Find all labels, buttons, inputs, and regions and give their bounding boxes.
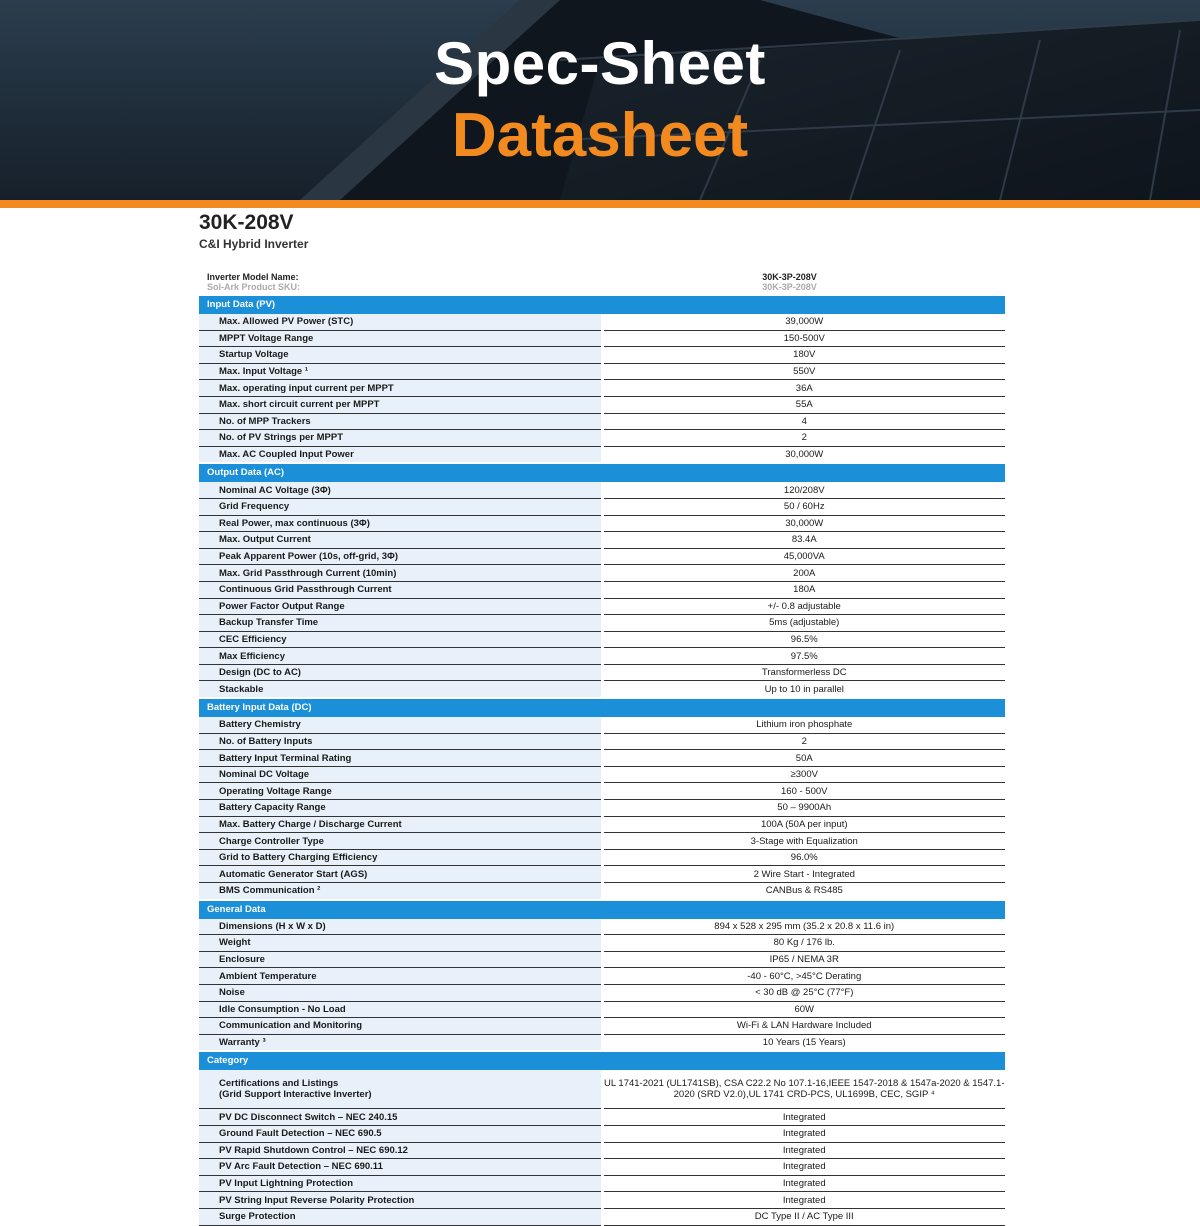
spec-label xyxy=(199,951,602,968)
spec-label xyxy=(199,581,602,598)
spec-row xyxy=(199,430,1005,447)
spec-label xyxy=(199,347,602,364)
spec-label-text-line2: (Grid Support Interactive Inverter) xyxy=(219,1089,372,1101)
spec-value-text: 2 xyxy=(801,432,807,444)
spec-label-text: Operating Voltage Range xyxy=(219,785,332,797)
spec-label-text: MPPT Voltage Range xyxy=(219,332,314,344)
spec-label xyxy=(199,446,602,463)
spec-row xyxy=(199,330,1005,347)
spec-value xyxy=(602,482,1005,498)
spec-label-text: Max. short circuit current per MPPT xyxy=(219,399,380,411)
spec-label-text: Continuous Grid Passthrough Current xyxy=(219,584,392,596)
spec-label-text: Peak Apparent Power (10s, off-grid, 3Φ) xyxy=(219,551,399,563)
spec-value-text: 96.0% xyxy=(790,852,818,864)
spec-table xyxy=(199,294,1005,1226)
spec-value xyxy=(602,1034,1005,1051)
spec-value xyxy=(602,648,1005,665)
spec-row xyxy=(199,1142,1005,1159)
spec-value-text: 2 Wire Start - Integrated xyxy=(753,868,855,880)
spec-label xyxy=(199,919,602,935)
spec-value xyxy=(602,919,1005,935)
spec-value-text: CANBus & RS485 xyxy=(765,885,843,897)
spec-value-text: ≥300V xyxy=(790,769,818,781)
spec-value xyxy=(602,968,1005,985)
spec-value-text: 55A xyxy=(795,399,813,411)
spec-label xyxy=(199,598,602,615)
spec-value xyxy=(602,1142,1005,1159)
datasheet xyxy=(199,210,1005,1226)
spec-row xyxy=(199,631,1005,648)
spec-value xyxy=(602,984,1005,1001)
spec-label-text: PV Arc Fault Detection – NEC 690.11 xyxy=(219,1161,383,1173)
spec-row xyxy=(199,783,1005,800)
spec-value xyxy=(602,833,1005,850)
spec-row xyxy=(199,482,1005,498)
spec-value-text: UL 1741-2021 (UL1741SB), CSA C22.2 No 107.1-16, xyxy=(603,1078,829,1090)
spec-label-text: Design (DC to AC) xyxy=(219,667,301,679)
spec-value xyxy=(602,1159,1005,1176)
spec-row xyxy=(199,919,1005,935)
banner-subtitle: Datasheet xyxy=(451,101,749,170)
spec-label-text: PV DC Disconnect Switch – NEC 240.15 xyxy=(219,1111,398,1123)
model-name-label: Inverter Model Name: xyxy=(207,272,299,282)
spec-row xyxy=(199,681,1005,698)
spec-value xyxy=(602,1109,1005,1126)
spec-row xyxy=(199,446,1005,463)
spec-row xyxy=(199,717,1005,733)
spec-label xyxy=(199,1109,602,1126)
spec-value xyxy=(602,816,1005,833)
spec-row xyxy=(199,984,1005,1001)
spec-value-text: Lithium iron phosphate xyxy=(756,719,853,731)
spec-value-text: 10 Years (15 Years) xyxy=(762,1037,846,1049)
spec-row xyxy=(199,1034,1005,1051)
spec-value-text: Integrated xyxy=(782,1111,826,1123)
spec-label-text: No. of PV Strings per MPPT xyxy=(219,432,344,444)
spec-label xyxy=(199,380,602,397)
spec-label xyxy=(199,717,602,733)
spec-value xyxy=(602,330,1005,347)
spec-value xyxy=(602,783,1005,800)
spec-label-text: Startup Voltage xyxy=(219,349,289,361)
spec-label xyxy=(199,681,602,698)
section-title: Output Data (AC) xyxy=(199,463,1005,482)
model-meta xyxy=(199,272,1005,294)
spec-label-text: Ground Fault Detection – NEC 690.5 xyxy=(219,1128,382,1140)
spec-value-text: Up to 10 in parallel xyxy=(764,683,844,695)
spec-label xyxy=(199,532,602,549)
spec-label-text: Nominal DC Voltage xyxy=(219,769,310,781)
spec-row xyxy=(199,1208,1005,1225)
spec-row xyxy=(199,833,1005,850)
spec-row xyxy=(199,849,1005,866)
spec-value xyxy=(602,581,1005,598)
spec-value xyxy=(602,750,1005,767)
spec-value xyxy=(602,430,1005,447)
spec-label xyxy=(199,1208,602,1225)
spec-label xyxy=(199,883,602,900)
spec-label xyxy=(199,866,602,883)
spec-row xyxy=(199,800,1005,817)
spec-label-text: Enclosure xyxy=(219,954,265,966)
spec-label-text: Real Power, max continuous (3Φ) xyxy=(219,517,370,529)
spec-label xyxy=(199,1070,602,1109)
spec-value xyxy=(602,1070,1005,1109)
spec-value-text: 39,000W xyxy=(785,316,824,328)
spec-label-text: No. of MPP Trackers xyxy=(219,415,311,427)
spec-value xyxy=(602,1001,1005,1018)
spec-row xyxy=(199,598,1005,615)
spec-label-text: PV Input Lightning Protection xyxy=(219,1178,354,1190)
spec-row xyxy=(199,664,1005,681)
spec-label-text: Grid to Battery Charging Efficiency xyxy=(219,852,378,864)
spec-value xyxy=(602,733,1005,750)
spec-label-text: Weight xyxy=(219,937,251,949)
spec-row xyxy=(199,532,1005,549)
spec-label xyxy=(199,548,602,565)
sku-label: Sol-Ark Product SKU: xyxy=(207,282,301,292)
spec-label-text: Stackable xyxy=(219,683,264,695)
spec-value-text: 60W xyxy=(794,1003,815,1015)
spec-value xyxy=(602,314,1005,330)
spec-label xyxy=(199,648,602,665)
spec-row xyxy=(199,1175,1005,1192)
banner-title: Spec-Sheet xyxy=(434,30,766,97)
spec-value xyxy=(602,532,1005,549)
spec-label xyxy=(199,968,602,985)
spec-row xyxy=(199,766,1005,783)
spec-label-text: Max. Output Current xyxy=(219,534,311,546)
spec-value-text: IP65 / NEMA 3R xyxy=(769,954,839,966)
spec-value xyxy=(602,681,1005,698)
spec-label-text: CEC Efficiency xyxy=(219,633,287,645)
spec-row xyxy=(199,515,1005,532)
spec-label xyxy=(199,396,602,413)
spec-row xyxy=(199,565,1005,582)
spec-row xyxy=(199,935,1005,952)
spec-label xyxy=(199,733,602,750)
spec-value-text: Integrated xyxy=(782,1128,826,1140)
spec-value-text: 120/208V xyxy=(783,484,825,496)
section-title: Input Data (PV) xyxy=(199,295,1005,314)
spec-label xyxy=(199,1142,602,1159)
spec-value xyxy=(602,598,1005,615)
section-header xyxy=(199,463,1005,482)
spec-value-text: < 30 dB @ 25°C (77°F) xyxy=(755,987,854,999)
spec-value xyxy=(602,548,1005,565)
spec-value-text: 80 Kg / 176 lb. xyxy=(773,937,835,949)
spec-value-text: -40 - 60°C, >45°C Derating xyxy=(747,970,862,982)
spec-row xyxy=(199,968,1005,985)
spec-label-text: Max. Battery Charge / Discharge Current xyxy=(219,818,402,830)
spec-value xyxy=(602,413,1005,430)
section-title: Battery Input Data (DC) xyxy=(199,698,1005,717)
spec-value-text: 550V xyxy=(793,366,816,378)
spec-row xyxy=(199,1159,1005,1176)
spec-label xyxy=(199,750,602,767)
spec-label xyxy=(199,1192,602,1209)
spec-label xyxy=(199,314,602,330)
spec-row xyxy=(199,750,1005,767)
spec-value-text: 150-500V xyxy=(783,332,825,344)
spec-value-text: 3-Stage with Equalization xyxy=(750,835,858,847)
spec-row xyxy=(199,1001,1005,1018)
spec-label-text: Max. AC Coupled Input Power xyxy=(219,449,354,461)
spec-label xyxy=(199,800,602,817)
spec-row xyxy=(199,1018,1005,1035)
spec-value xyxy=(602,883,1005,900)
spec-label xyxy=(199,783,602,800)
spec-value xyxy=(602,515,1005,532)
spec-label-text: Max. operating input current per MPPT xyxy=(219,382,394,394)
spec-value-text: 50A xyxy=(795,752,813,764)
spec-row xyxy=(199,314,1005,330)
spec-label xyxy=(199,1175,602,1192)
spec-value-text: 50 – 9900Ah xyxy=(777,802,832,814)
spec-label xyxy=(199,1001,602,1018)
spec-value-text: Wi-Fi & LAN Hardware Included xyxy=(736,1020,872,1032)
spec-label-text: Idle Consumption - No Load xyxy=(219,1003,346,1015)
spec-value xyxy=(602,631,1005,648)
spec-value-text: 200A xyxy=(793,567,816,579)
spec-value xyxy=(602,800,1005,817)
spec-value-text: Transformerless DC xyxy=(761,667,847,679)
section-title: General Data xyxy=(199,900,1005,919)
spec-value-text: 5ms (adjustable) xyxy=(769,617,840,629)
spec-value-text: 83.4A xyxy=(791,534,817,546)
spec-row xyxy=(199,1070,1005,1109)
spec-label-text: Max. Input Voltage ¹ xyxy=(219,366,309,378)
spec-value-text: Integrated xyxy=(782,1178,826,1190)
spec-row xyxy=(199,396,1005,413)
spec-label xyxy=(199,1034,602,1051)
spec-value-text: 180V xyxy=(793,349,816,361)
spec-value xyxy=(602,615,1005,632)
spec-label-text: Grid Frequency xyxy=(219,501,290,513)
spec-row xyxy=(199,615,1005,632)
spec-row xyxy=(199,1125,1005,1142)
model-name-value: 30K-3P-208V xyxy=(762,272,817,282)
section-title: Category xyxy=(199,1051,1005,1070)
spec-label-text: Surge Protection xyxy=(219,1211,296,1223)
section-header xyxy=(199,698,1005,717)
spec-label-text: Charge Controller Type xyxy=(219,835,324,847)
spec-label xyxy=(199,631,602,648)
spec-row xyxy=(199,648,1005,665)
model-title: 30K-208V xyxy=(199,211,294,234)
spec-value-text: +/- 0.8 adjustable xyxy=(767,600,841,612)
header-banner xyxy=(0,0,1200,200)
spec-row xyxy=(199,1192,1005,1209)
spec-label xyxy=(199,482,602,498)
spec-value-text: 4 xyxy=(801,415,807,427)
spec-value xyxy=(602,363,1005,380)
spec-value xyxy=(602,347,1005,364)
section-header xyxy=(199,295,1005,314)
spec-value xyxy=(602,498,1005,515)
spec-value xyxy=(602,935,1005,952)
spec-label xyxy=(199,816,602,833)
spec-label-text: Battery Input Terminal Rating xyxy=(219,752,352,764)
spec-row xyxy=(199,816,1005,833)
spec-label-text: Backup Transfer Time xyxy=(219,617,319,629)
spec-value-text: DC Type II / AC Type III xyxy=(754,1211,854,1223)
spec-value xyxy=(602,1018,1005,1035)
spec-label-text: Nominal AC Voltage (3Φ) xyxy=(219,484,331,496)
spec-value xyxy=(602,1208,1005,1225)
spec-row xyxy=(199,363,1005,380)
spec-value-text: 30,000W xyxy=(785,449,824,461)
spec-value-text: 36A xyxy=(795,382,813,394)
spec-value-text: 160 - 500V xyxy=(781,785,828,797)
spec-value xyxy=(602,1175,1005,1192)
spec-label xyxy=(199,330,602,347)
spec-value-text: 30,000W xyxy=(785,517,824,529)
spec-label-text: Battery Capacity Range xyxy=(219,802,326,814)
spec-value-text: 2 xyxy=(801,735,807,747)
spec-row xyxy=(199,951,1005,968)
spec-value-text: Integrated xyxy=(782,1161,826,1173)
spec-value-text: UL 1741 CRD-PCS, UL1699B, CEC, SGIP ⁴ xyxy=(748,1089,935,1101)
spec-value-text: 180A xyxy=(793,584,816,596)
spec-value xyxy=(602,396,1005,413)
spec-label xyxy=(199,515,602,532)
spec-value-text: Integrated xyxy=(782,1144,826,1156)
spec-label-text: Certifications and Listings xyxy=(219,1078,339,1090)
spec-row xyxy=(199,581,1005,598)
spec-row xyxy=(199,380,1005,397)
spec-value-text: 45,000VA xyxy=(783,551,825,563)
spec-value-text: 50 / 60Hz xyxy=(783,501,825,513)
spec-row xyxy=(199,548,1005,565)
spec-label-text: Max. Allowed PV Power (STC) xyxy=(219,316,354,328)
spec-label xyxy=(199,984,602,1001)
section-header xyxy=(199,900,1005,919)
spec-label-text: Max Efficiency xyxy=(219,650,285,662)
spec-label xyxy=(199,363,602,380)
spec-label xyxy=(199,1159,602,1176)
spec-value xyxy=(602,1125,1005,1142)
accent-divider xyxy=(0,200,1200,208)
spec-label-text: No. of Battery Inputs xyxy=(219,735,313,747)
spec-value xyxy=(602,951,1005,968)
spec-label xyxy=(199,766,602,783)
spec-value xyxy=(602,565,1005,582)
spec-label-text: Battery Chemistry xyxy=(219,719,301,731)
spec-value xyxy=(602,849,1005,866)
spec-value-text: 96.5% xyxy=(790,633,818,645)
spec-row xyxy=(199,347,1005,364)
spec-value xyxy=(602,1192,1005,1209)
spec-label xyxy=(199,1125,602,1142)
spec-label xyxy=(199,1018,602,1035)
spec-label xyxy=(199,413,602,430)
spec-label xyxy=(199,935,602,952)
spec-label-text: Noise xyxy=(219,987,245,999)
spec-label-text: PV Rapid Shutdown Control – NEC 690.12 xyxy=(219,1144,408,1156)
spec-row xyxy=(199,883,1005,900)
spec-value xyxy=(602,866,1005,883)
spec-label-text: Power Factor Output Range xyxy=(219,600,345,612)
spec-label xyxy=(199,430,602,447)
spec-label-text: BMS Communication ² xyxy=(219,885,321,897)
spec-label-text: Dimensions (H x W x D) xyxy=(219,920,326,932)
spec-value xyxy=(602,717,1005,733)
spec-value xyxy=(602,766,1005,783)
spec-row xyxy=(199,1109,1005,1126)
spec-value-text: IEEE 1547-2018 & 1547a-2020 & 1547.1-2020 (SRD V2.0), xyxy=(673,1078,1005,1101)
spec-row xyxy=(199,498,1005,515)
spec-label-text: Max. Grid Passthrough Current (10min) xyxy=(219,567,397,579)
spec-value-text: 894 x 528 x 295 mm (35.2 x 20.8 x 11.6 in) xyxy=(714,920,895,932)
spec-value xyxy=(602,446,1005,463)
product-subtitle: C&I Hybrid Inverter xyxy=(199,237,309,251)
spec-row xyxy=(199,413,1005,430)
spec-label-text: Automatic Generator Start (AGS) xyxy=(219,868,368,880)
sku-value: 30K-3P-208V xyxy=(762,282,817,292)
spec-value-text: 100A (50A per input) xyxy=(760,818,848,830)
spec-label xyxy=(199,565,602,582)
spec-label xyxy=(199,615,602,632)
spec-value xyxy=(602,380,1005,397)
spec-value-text: Integrated xyxy=(782,1194,826,1206)
spec-label xyxy=(199,498,602,515)
spec-value-text: 97.5% xyxy=(790,650,818,662)
spec-label xyxy=(199,833,602,850)
spec-value xyxy=(602,664,1005,681)
spec-row xyxy=(199,866,1005,883)
spec-label xyxy=(199,849,602,866)
spec-label xyxy=(199,664,602,681)
spec-label-text: PV String Input Reverse Polarity Protection xyxy=(219,1194,415,1206)
spec-row xyxy=(199,733,1005,750)
spec-label-text: Ambient Temperature xyxy=(219,970,317,982)
spec-label-text: Warranty ³ xyxy=(219,1037,266,1049)
spec-label-text: Communication and Monitoring xyxy=(219,1020,363,1032)
section-header xyxy=(199,1051,1005,1070)
